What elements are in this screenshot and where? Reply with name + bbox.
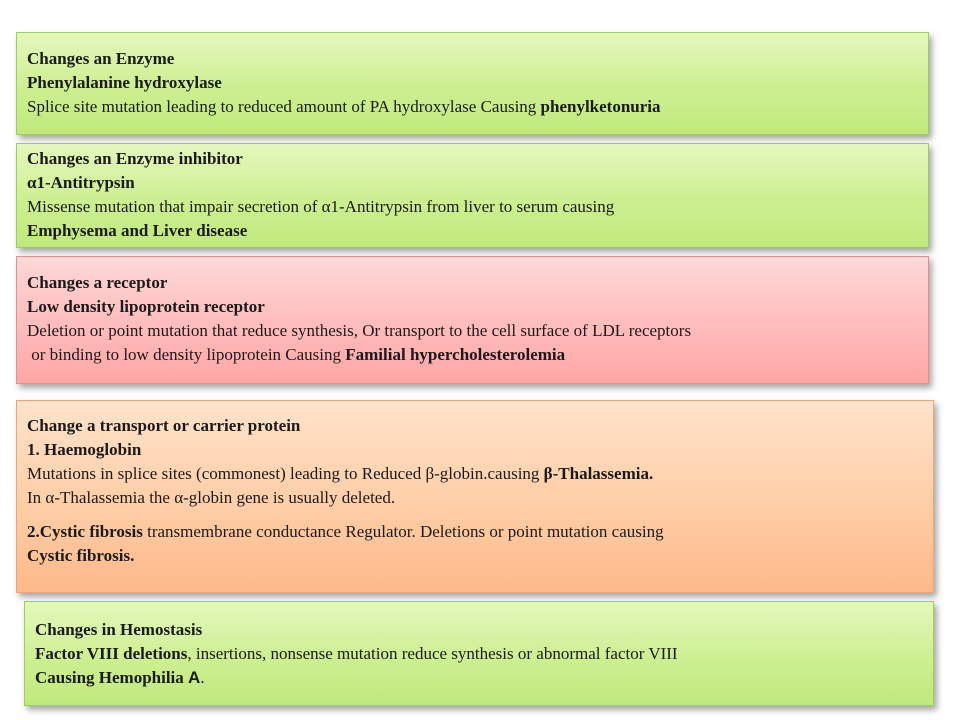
box-subheading: Phenylalanine hydroxylase [27, 73, 222, 92]
enzyme-box [16, 32, 929, 135]
box-subheading: Low density lipoprotein receptor [27, 297, 265, 316]
box-description [35, 642, 923, 666]
box-heading: Change a transport or carrier protein [27, 416, 301, 435]
item-note: In α-Thalassemia the α-globin gene is usually deleted. [27, 488, 396, 507]
box-description [27, 343, 918, 367]
box-heading: Changes a receptor [27, 273, 168, 292]
disease-name: Familial hypercholesterolemia [345, 345, 566, 364]
enzyme-inhibitor-box [16, 143, 929, 248]
lead-text: Factor VIII deletions [35, 644, 188, 663]
description-text: Splice site mutation leading to reduced amount of PA hydroxylase Causing [27, 97, 541, 116]
suffix-text: . [200, 668, 205, 687]
item-title: 1. Haemoglobin [27, 440, 142, 459]
item-description [27, 462, 923, 486]
disease-letter: A [188, 668, 201, 687]
description-text: Missense mutation that impair secretion of α1-Antitrypsin from liver to serum causing [27, 197, 615, 216]
box-heading: Changes an Enzyme [27, 49, 175, 68]
receptor-box [16, 256, 929, 384]
disease-name: phenylketonuria [540, 97, 661, 116]
disease-name: β-Thalassemia. [543, 464, 654, 483]
box-subheading: α1-Antitrypsin [27, 173, 135, 192]
description-text: or binding to low density lipoprotein Causing [27, 345, 346, 364]
hemostasis-box [24, 601, 934, 706]
box-description [27, 95, 918, 119]
disease-name: Cystic fibrosis. [27, 546, 135, 565]
disease-name: Causing Hemophilia [35, 668, 189, 687]
disease-name: Emphysema and Liver disease [27, 221, 248, 240]
description-text: , insertions, nonsense mutation reduce synthesis or abnormal factor VIII [187, 644, 678, 663]
item-title: 2.Cystic fibrosis [27, 522, 143, 541]
transport-protein-box [16, 400, 934, 593]
description-text: transmembrane conductance Regulator. Deletions or point mutation causing [142, 522, 664, 541]
item-description [27, 520, 923, 544]
description-text: Mutations in splice sites (commonest) leading to Reduced β-globin.causing [27, 464, 544, 483]
box-description [35, 666, 923, 690]
box-heading: Changes an Enzyme inhibitor [27, 149, 243, 168]
box-heading: Changes in Hemostasis [35, 620, 203, 639]
description-text: Deletion or point mutation that reduce synthesis, Or transport to the cell surface of LDL receptors [27, 321, 692, 340]
